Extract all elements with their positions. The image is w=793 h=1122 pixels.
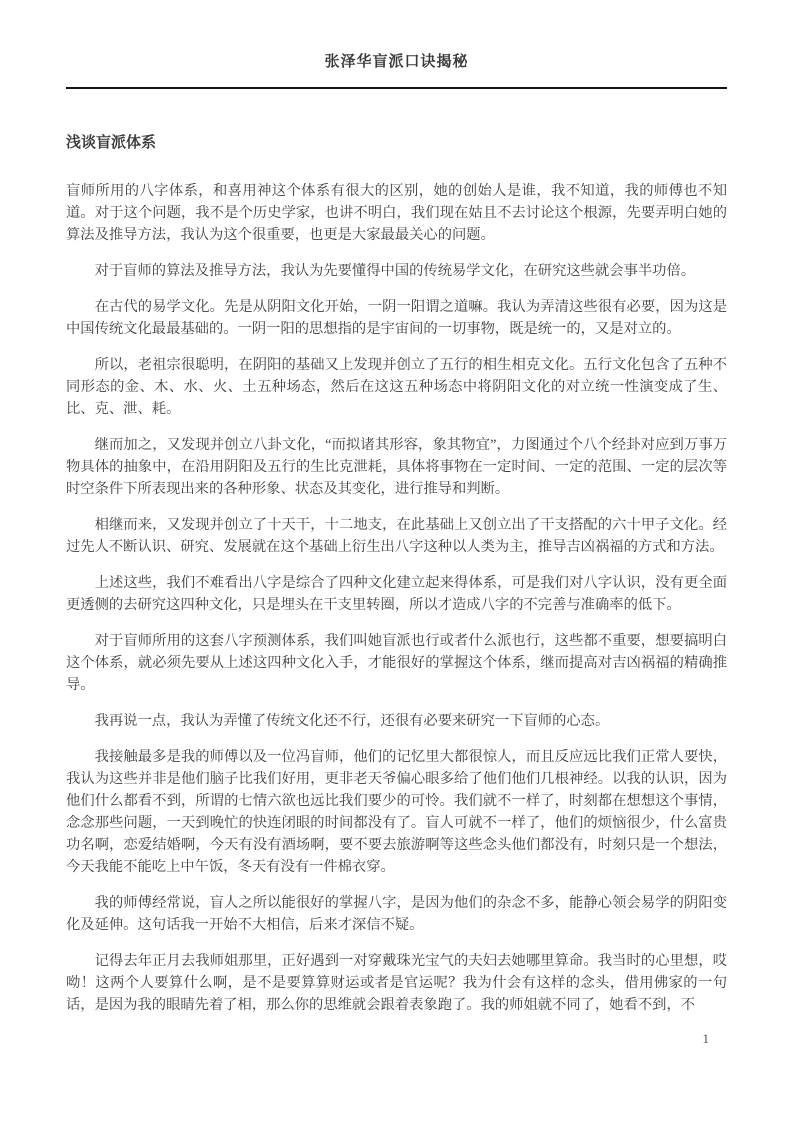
body-paragraph: 对于盲师的算法及推导方法，我认为先要懂得中国的传统易学文化，在研究这些就会事半功倍。: [94, 263, 696, 279]
document-body: [66, 180, 727, 1016]
document-header: [66, 50, 727, 71]
body-paragraph: 继而加之，又发现并创立八卦文化，“而拟诸其形容，象其物宜”，力图通过个八个经卦对应到万事万物具体的抽象中，在沿用阴阳及五行的生比克泄耗，具体将事物在一定时间、一定的范围、一定的层次等时空条件下所表现出来的各种形象、状态及其变化，进行推导和判断。: [66, 437, 727, 497]
body-paragraph: 在古代的易学文化。先是从阴阳文化开始，一阴一阳谓之道嘛。我认为弄清这些很有必要，因为这是中国传统文化最最基础的。一阴一阳的思想指的是宇宙间的一切事物，既是统一的，又是对立的。: [66, 299, 727, 337]
body-paragraph: 记得去年正月去我师姐那里，正好遇到一对穿戴珠光宝气的夫妇去她哪里算命。我当时的心里想，哎呦！这两个人要算什么啊，是不是要算算财运或者是官运呢？我为什会有这样的念头，借用佛家的一句话，是因为我的眼睛先着了相，那么你的思维就会跟着表象跑了。我的师姐就不同了，她看不到，不: [66, 953, 727, 1013]
page-footer: [66, 1030, 727, 1048]
body-paragraph: 所以，老祖宗很聪明，在阴阳的基础又上发现并创立了五行的相生相克文化。五行文化包含了五种不同形态的金、木、水、火、土五种场态，然后在这这五种场态中将阴阳文化的对立统一性演变成了生、比、克、泄、耗。: [66, 357, 727, 417]
section-title: 浅谈盲派体系: [66, 135, 157, 151]
body-paragraph: 我接触最多是我的师傅以及一位冯盲师，他们的记忆里大都很惊人，而且反应远比我们正常人要快，我认为这些并非是他们脑子比我们好用，更非老天爷偏心眼多给了他们他们几根神经。以我的认识，因为他们什么都看不到，所谓的七情六欲也远比我们要少的可怜。我们就不一样了，时刻都在想想这个事情，念念那些问题，一天到晚忙的快连闭眼的时间都没有了。盲人可就不一样了，他们的烦恼很少，什么富贵功名啊，恋爱结婚啊，今天有没有酒场啊，要不要去旅游啊等这些念头他们都没有，时刻只是一个想法，今天我能不能吃上中午饭，冬天有没有一件棉衣穿。: [66, 749, 727, 875]
body-paragraph: 上述这些，我们不难看出八字是综合了四种文化建立起来得体系，可是我们对八字认识，没有更全面更透侧的去研究这四种文化，只是埋头在干支里转圈，所以才造成八字的不完善与准确率的低下。: [66, 575, 727, 613]
body-paragraph: 相继而来，又发现并创立了十天干，十二地支，在此基础上又创立出了干支搭配的六十甲子文化。经过先人不断认识、研究、发展就在这个基础上衍生出八字这种以人类为主，推导吉凶祸福的方式和方法。: [66, 517, 727, 555]
body-paragraph: 对于盲师所用的这套八字预测体系，我们叫她盲派也行或者什么派也行，这些都不重要，想要搞明白这个体系，就必须先要从上述这四种文化入手，才能很好的掌握这个体系，继而提高对吉凶祸福的精确推导。: [66, 633, 727, 693]
header-divider-line: [66, 87, 727, 89]
body-paragraph: 我再说一点，我认为弄懂了传统文化还不行，还很有必要来研究一下盲师的心态。: [94, 713, 610, 729]
page-number: 1: [702, 1031, 709, 1046]
body-paragraph: 盲师所用的八字体系，和喜用神这个体系有很大的区别，她的创始人是谁，我不知道，我的师傅也不知道。对于这个问题，我不是个历史学家，也讲不明白，我们现在姑且不去讨论这个根源，先要弄明白她的算法及推导方法，我认为这个很重要，也更是大家最最关心的问题。: [66, 183, 727, 243]
document-header-title: 张泽华盲派口诀揭秘: [324, 54, 469, 70]
body-paragraph: 我的师傅经常说，盲人之所以能很好的掌握八字，是因为他们的杂念不多，能静心领会易学的阴阳变化及延伸。这句话我一开始不大相信，后来才深信不疑。: [66, 895, 727, 933]
